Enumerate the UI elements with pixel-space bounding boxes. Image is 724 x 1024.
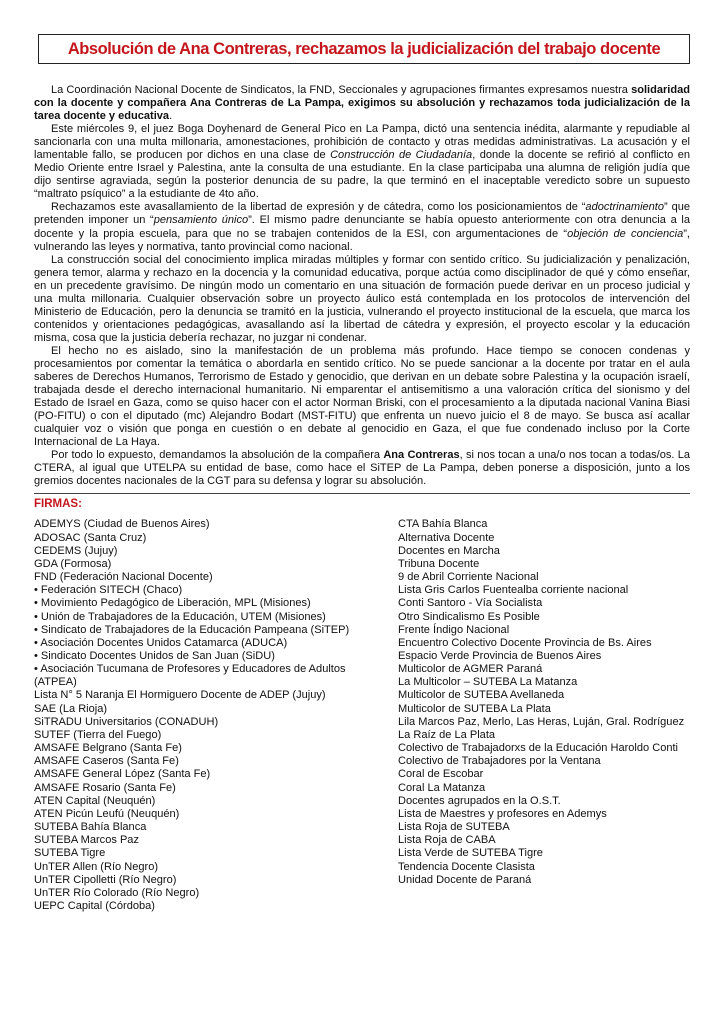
divider — [34, 493, 690, 494]
p6-text-a: Por todo lo expuesto, demandamos la absolución de la compañera — [51, 449, 384, 462]
p3-text-a: Rechazamos este avasallamiento de la libertad de expresión y de cátedra, como los posicionamientos de “ — [51, 201, 586, 214]
signatory-item: SUTEBA Tigre — [34, 847, 106, 860]
signatory-item: La Raíz de La Plata — [398, 728, 496, 741]
paragraph-4: La construcción social del conocimiento implica miradas múltiples y formar con sentido crítico. Su judicialización y penalización, genera temor, alarma y rechazo en la docencia y la comunidad educativa, porque actúa como disciplinador de qué y cómo enseñar, en un precedente gravísimo. De ningún modo un comentario en una situación de formación puede derivar en un proceso judicial y una multa millonaria. Cualquier observación sobre un proyecto áulico está contemplada en los protocolos de intervención del Ministerio de Educación, pero la denuncia se tramitó en la justicia, vulnerando el proyecto institucional de la escuela, que marca los contenidos y orientaciones pedagógicas, avasallando así la libertad de cátedra y expresión, el proyecto escolar y la educación misma, cosa que la justicia debería rechazar, no juzgar ni condenar. — [34, 253, 690, 344]
signatory-item: • Unión de Trabajadores de la Educación, UTEM (Misiones) — [34, 610, 326, 623]
paragraph-5: El hecho no es aislado, sino la manifestación de un problema más profundo. Hace tiempo se conocen condenas y procesamientos por comentar la temática o abordarla en sentido crítico. No se puede sancionar a la docente por tratar en el aula saberes de Derechos Humanos, Terrorismo de Estado y genocidio, que derivan en un debate sobre Palestina y la ocupación israelí, trabajada desde el derecho internacional humanitario. Ni emparentar el antisemitismo a una valoración crítica del sionismo y del Estado de Israel en Gaza, como se quiso hacer con el actor Norman Briski, con el procesamiento a la diputada nacional Vanina Biasi (PO-FITU) o con el diputado (mc) Alejandro Bodart (MST-FITU) que enfrenta un nuevo juicio el 8 de mayo. Se busca así acallar cualquier voz o visión que ponga en cuestión o en debate al genocidio en Gaza, el que fue condenado incluso por la Corte Internacional de La Haya. — [34, 344, 690, 449]
signatory-item: ADEMYS (Ciudad de Buenos Aires) — [34, 518, 210, 531]
signatory-item: Colectivo de Trabajadorxs de la Educación Haroldo Conti — [398, 742, 679, 755]
p6-text-c: , si nos tocan a una/o nos tocan a todas/os. La CTERA, al igual que UTELPA su entidad de base, como hace el SiTEP de La Pampa, deben ponerse a disposición, junto a los gremios docentes nacionales de la CGT para su defensa y lograr su absolución. — [34, 449, 690, 488]
p6-bold-text: Ana Contreras — [383, 449, 460, 462]
paragraph-3 — [34, 201, 690, 253]
statement-body — [34, 84, 690, 488]
signatories-left-column — [34, 518, 359, 913]
p3-text-e: ”. El mismo padre denunciante se había opuesto anteriormente con otra denuncia a la docente y la propia escuela, para que no se trabajen contenidos de la ESI, con argumentaciones de “ — [34, 214, 691, 240]
paragraph-2 — [34, 123, 690, 201]
p2-italic-text: Construcción de Ciudadanía — [330, 149, 473, 162]
signatory-item: FND (Federación Nacional Docente) — [34, 571, 213, 584]
signatory-item: Encuentro Colectivo Docente Provincia de Bs. Aires — [398, 636, 652, 649]
p3-text-c: ” que pretenden imponer un “ — [34, 201, 691, 227]
signatory-item: Tribuna Docente — [398, 557, 480, 570]
paragraph-6 — [34, 449, 690, 488]
signatory-item: Conti Santoro - Vía Socialista — [398, 597, 543, 610]
signatory-item: Coral La Matanza — [398, 781, 486, 794]
p1-bold-text: solidaridad con la docente y compañera Ana Contreras de La Pampa, exigimos su absolución y rechazamos toda judicialización de la tarea docente y educativa — [34, 84, 690, 123]
signatory-item: Lista de Maestres y profesores en Ademys — [398, 807, 607, 820]
signatory-item: • Sindicato de Trabajadores de la Educación Pampeana (SiTEP) — [34, 623, 350, 636]
p1-text-c: . — [169, 110, 173, 123]
signatory-item: ADOSAC (Santa Cruz) — [34, 531, 147, 544]
p3-italic-f: objeción de conciencia — [567, 227, 684, 240]
signatory-item: Lista N° 5 Naranja El Hormiguero Docente de ADEP (Jujuy) — [34, 689, 326, 702]
signatory-item: SiTRADU Universitarios (CONADUH) — [34, 715, 219, 728]
signatory-item: ATEN Capital (Neuquén) — [34, 794, 156, 807]
signatory-item: SUTEBA Marcos Paz — [34, 834, 139, 847]
signatory-item: ATEN Picún Leufú (Neuquén) — [34, 807, 180, 820]
signatory-item: SUTEBA Bahía Blanca — [34, 821, 147, 834]
signatory-item: Docentes en Marcha — [398, 544, 500, 557]
signatory-item: Multicolor de AGMER Paraná — [398, 663, 543, 676]
signatories — [34, 518, 690, 913]
signatory-item: Lista Roja de SUTEBA — [398, 821, 510, 834]
signatory-item: SUTEF (Tierra del Fuego) — [34, 728, 162, 741]
signatory-item: UnTER Cipolletti (Río Negro) — [34, 873, 177, 886]
p3-italic-d: pensamiento único — [153, 214, 249, 227]
signatory-item: AMSAFE Belgrano (Santa Fe) — [34, 742, 182, 755]
title-box — [38, 34, 690, 64]
signatory-item: Multicolor de SUTEBA Avellaneda — [398, 689, 565, 702]
signatory-item: AMSAFE Rosario (Santa Fe) — [34, 781, 176, 794]
signatory-item: GDA (Formosa) — [34, 557, 112, 570]
document-page — [34, 34, 690, 913]
signatory-item: AMSAFE Caseros (Santa Fe) — [34, 755, 179, 768]
signatory-item: • Federación SITECH (Chaco) — [34, 584, 183, 597]
signatory-item: Coral de Escobar — [398, 768, 484, 781]
p2-text-c: , donde la docente se refirió al conflicto en Medio Oriente entre Israel y Palestina, ante la consulta de una estudiante. En la clase participaba una alumna de religión judía que dijo sentirse agraviada, según la posterior denuncia de su padre, la que terminó en el inaceptable veredicto sobre un supuesto “maltrato psíquico” a la estudiante de 4to año. — [34, 149, 691, 201]
signatory-item: Docentes agrupados en la O.S.T. — [398, 794, 561, 807]
signatory-item: Frente Índigo Nacional — [398, 623, 510, 636]
signatory-item: Lista Gris Carlos Fuentealba corriente nacional — [398, 584, 629, 597]
signatory-item: Tendencia Docente Clasista — [398, 860, 535, 873]
paragraph-1 — [34, 84, 690, 123]
signatory-item: • Sindicato Docentes Unidos de San Juan (SiDU) — [34, 650, 275, 663]
signatory-item: UnTER Allen (Río Negro) — [34, 860, 159, 873]
signatory-item: UEPC Capital (Córdoba) — [34, 899, 155, 912]
signatory-item: Lista Verde de SUTEBA Tigre — [398, 847, 543, 860]
signatories-right-column — [398, 518, 690, 913]
signatory-item: • Asociación Tucumana de Profesores y Educadores de Adultos (ATPEA) — [34, 663, 346, 689]
firmas-heading: FIRMAS: — [34, 498, 82, 511]
signatory-item: CTA Bahía Blanca — [398, 518, 488, 531]
signatory-item: Lista Roja de CABA — [398, 834, 496, 847]
signatory-item: La Multicolor – SUTEBA La Matanza — [398, 676, 578, 689]
p3-italic-b: adoctrinamiento — [585, 201, 665, 214]
signatory-item: Alternativa Docente — [398, 531, 495, 544]
signatory-item: Otro Sindicalismo Es Posible — [398, 610, 540, 623]
signatory-item: UnTER Río Colorado (Río Negro) — [34, 886, 200, 899]
signatory-item: SAE (La Rioja) — [34, 702, 108, 715]
p3-text-g: ”, vulnerando las leyes y normativa, tanto provincial como nacional. — [34, 227, 690, 253]
signatory-item: CEDEMS (Jujuy) — [34, 544, 118, 557]
signatory-item: Lila Marcos Paz, Merlo, Las Heras, Luján, Gral. Rodríguez — [398, 715, 685, 728]
signatory-item: AMSAFE General López (Santa Fe) — [34, 768, 211, 781]
signatory-item: Unidad Docente de Paraná — [398, 873, 532, 886]
signatory-item: Espacio Verde Provincia de Buenos Aires — [398, 650, 602, 663]
p1-text-a: La Coordinación Nacional Docente de Sindicatos, la FND, Seccionales y agrupaciones firmantes expresamos nuestra — [51, 84, 632, 96]
p2-text-a: Este miércoles 9, el juez Boga Doyhenard de General Pico en La Pampa, dictó una sentencia inédita, alarmante y repudiable al sancionarla con una multa millonaria, amonestaciones, prohibición de contacto y otras medidas administrativas. La acusación y el lamentable fallo, se producen por dichos en una clase de — [34, 123, 690, 162]
signatory-item: • Movimiento Pedagógico de Liberación, MPL (Misiones) — [34, 597, 311, 610]
signatory-item: • Asociación Docentes Unidos Catamarca (ADUCA) — [34, 636, 288, 649]
signatory-item: Multicolor de SUTEBA La Plata — [398, 702, 551, 715]
signatory-item: Colectivo de Trabajadores por la Ventana — [398, 755, 601, 768]
signatory-item: 9 de Abril Corriente Nacional — [398, 571, 539, 584]
page-title: Absolución de Ana Contreras, rechazamos la judicialización del trabajo docente — [67, 39, 661, 58]
